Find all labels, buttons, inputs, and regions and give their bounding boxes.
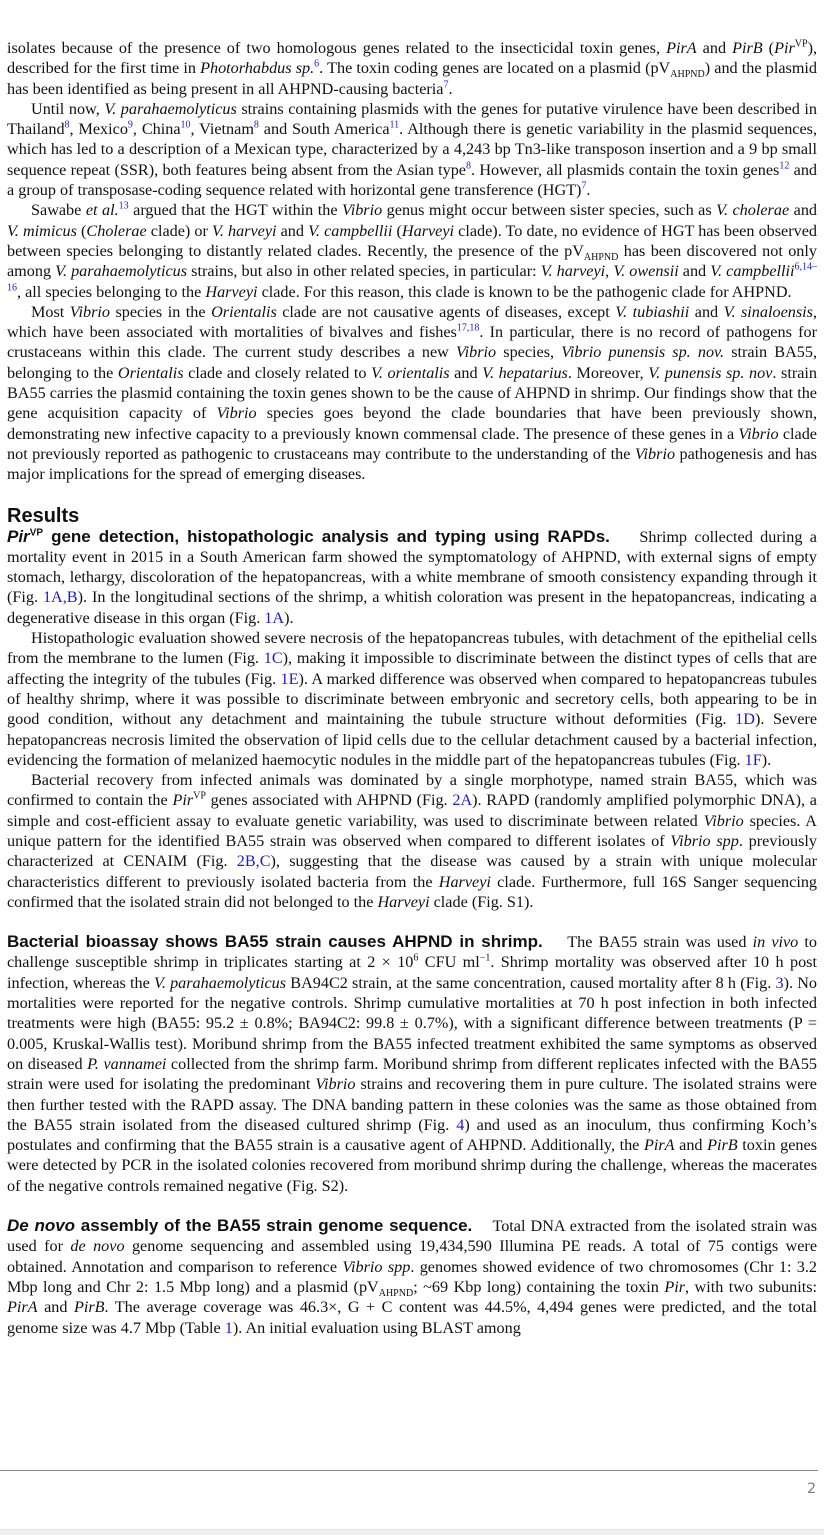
citation-link[interactable]: 7 <box>443 79 449 91</box>
viewer-bottom-edge <box>0 1529 824 1535</box>
paragraph-results-2: Histopathologic evaluation showed severe necrosis of the hepatopancreas tubules, with detachment of the epithelial cells from the membrane to the lumen (Fig. 1C), making it impossible to discriminate between the distinct types of cells that are affecting the integrity of the tubules (Fig. 1E). A marked difference was observed when compared to hepatopancreas tubules of healthy shrimp, where it was possible to discriminate between embryonic and secretory cells, both appearing to be in good condition, without any detachment and maintaining the tubule structure without deformities (Fig. 1D). Severe hepatopancreas necrosis limited the observation of lipid cells due to the cellular detachment caused by a bacterial infection, evidencing the formation of melanized haemocytic nodules in the middle part of the hepatopancreas tubules (Fig. 1F). <box>7 629 817 769</box>
figure-link[interactable]: 1E <box>280 669 299 688</box>
citation-link[interactable]: 11 <box>389 119 400 131</box>
subsection-heading-de-novo-assembly: De novo assembly of the BA55 strain genome sequence. <box>7 1216 473 1236</box>
citation-link[interactable]: 17,18 <box>456 322 480 334</box>
citation-link[interactable]: 12 <box>779 160 790 172</box>
footer-divider <box>0 1470 818 1471</box>
paragraph-intro-3: Sawabe et al.$^{13}$ argued that the HGT within the Vibrio genus might occur between sister species, such as V. cholerae and V. mimicus (Cholerae clade) or V. harveyi and V. campbellii (Harveyi clade). To date, no evidence of HGT has been observed between species belonging to distantly related clades. Recently, the presence of the $pV_{AHPND}$ has been discovered not only among V. parahaemolyticus strains, but also in other related species, in particular: V. harveyi, V. owensii and V. campbellii$^{6,14-16}$, all species belonging to the Harveyi clade. For this reason, this clade is known to be the pathogenic clade for AHPND. <box>7 200 818 301</box>
paragraph-intro-1: isolates because of the presence of two homologous genes related to the insecticidal toxin genes, PirA and PirB (Pir$^{VP}$), described for the first time in Photorhabdus sp.$^6$. The toxin coding genes are located on a plasmid $(pV_{AHPND})$ and the plasmid has been identified as being present in all AHPND-causing bacteria$^7$. <box>7 38 817 98</box>
figure-link[interactable]: 1F <box>744 750 762 769</box>
figure-link[interactable]: 2A <box>452 791 473 810</box>
paragraph-results-1: Pir$^{VP}$ gene detection, histopathologic analysis and typing using RAPDs. Shrimp collected during a mortality event in 2015 in a South American farm showed the symptomatology of AHPND, with external signs of empty stomach, lethargy, discoloration of the hepatopancreas, with a white membrane of smooth consistency expanding through it (Fig. 1A,B). In the longitudinal sections of the shrimp, a whitish coloration was present in the hepatopancreas, indicating a degenerative disease in this organ (Fig. 1A). <box>7 526 817 627</box>
citation-link[interactable]: 13 <box>118 200 129 212</box>
paragraph-intro-2: Until now, V. parahaemolyticus strains containing plasmids with the genes for putative virulence have been described in Thailand$^8$, Mexico$^9$, China$^{10}$, Vietnam$^8$ and South America$^{11}$. Although there is genetic variability in the plasmid sequences, which has led to a description of a Mexican type, characterized by a 4,243 bp Tn3-like transposon insertion and a 9 bp small sequence repeat (SSR), both features being absent from the Asian type$^8$. However, all plasmids contain the toxin genes$^{12}$ and a group of transposase-coding sequence related with horizontal gene transference (HGT)$^7$. <box>7 99 818 200</box>
citation-link[interactable]: 6,14–16 <box>7 261 817 294</box>
gene-name: PirA <box>666 39 697 57</box>
figure-link[interactable]: 1A <box>264 608 285 627</box>
figure-link[interactable]: 4 <box>456 1115 465 1134</box>
figure-link[interactable]: 2B,C <box>236 852 271 871</box>
page-number: 2 <box>807 1481 816 1497</box>
figure-link[interactable]: 1A,B <box>42 588 78 607</box>
citation-link[interactable]: 10 <box>180 119 191 131</box>
spacer <box>7 1196 817 1216</box>
paragraph-intro-4: Most Vibrio species in the Orientalis clade are not causative agents of diseases, except V. tubiashii and V. sinaloensis, which have been associated with mortalities of bivalves and fishes$^{17,18}$. In particular, there is no record of pathogens for crustaceans within this clade. The current study describes a new Vibrio species, Vibrio punensis sp. nov. strain BA55, belonging to the Orientalis clade and closely related to V. orientalis and V. hepatarius. Moreover, V. punensis sp. nov. strain BA55 carries the plasmid containing the toxin genes shown to be the cause of AHPND in shrimp. Our findings show that the gene acquisition capacity of Vibrio species goes beyond the clade boundaries that have been previously shown, demonstrating new infective capacity to a previously known commensal clade. The presence of these genes in a Vibrio clade not previously reported as pathogenic to crustaceans may contribute to the understanding of the Vibrio pathogenesis and has major implications for the spread of emerging diseases. <box>7 302 817 484</box>
figure-link[interactable]: 1C <box>263 649 283 668</box>
paragraph-results-assembly: De novo assembly of the BA55 strain genome sequence. Total DNA extracted from the isolated strain was used for de novo genome sequencing and assembled using 19,434,590 Illumina PE reads. A total of 75 contigs were obtained. Annotation and comparison to reference Vibrio spp. genomes showed evidence of two chromosomes (Chr 1: 3.2 Mbp long and Chr 2: 1.5 Mbp long) and a plasmid ($pV_{AHPND}$; ~69 Kbp long) containing the toxin Pir, with two subunits: PirA and PirB. The average coverage was 46.3×, G + C content was 44.5%, 4,494 genes were predicted, and the total genome size was 4.7 Mbp (Table 1). An initial evaluation using BLAST among <box>7 1216 818 1337</box>
citation-link[interactable]: 6 <box>314 58 320 70</box>
citation-link[interactable]: 7 <box>581 180 587 192</box>
subsection-heading-pir-detection: Pir$^{VP}$ gene detection, histopathologic analysis and typing using RAPDs. <box>7 526 610 546</box>
citation-link[interactable]: 8 <box>64 119 70 131</box>
citation-link[interactable]: 9 <box>127 119 133 131</box>
section-heading-results: Results <box>7 504 80 527</box>
gene-name: PirB <box>732 39 763 57</box>
figure-link[interactable]: 1D <box>735 710 755 729</box>
paragraph-results-3: Bacterial recovery from infected animals was dominated by a single morphotype, named strain BA55, which was confirmed to contain the Pir$^{VP}$ genes associated with AHPND (Fig. 2A). RAPD (randomly amplified polymorphic DNA), a simple and cost-efficient assay to evaluate genetic variability, was used to discriminate between related Vibrio species. A unique pattern for the identified BA55 strain was observed when compared to different isolates of Vibrio spp. previously characterized at CENAIM (Fig. 2B,C), suggesting that the disease was caused by a strain with unique molecular characteristics different to previously isolated bacteria from the Harveyi clade. Furthermore, full 16S Sanger sequencing confirmed that the isolated strain did not belonged to the Harveyi clade (Fig. S1). <box>7 771 818 911</box>
article-body <box>7 38 817 1338</box>
citation-link[interactable]: 8 <box>466 160 471 172</box>
spacer <box>7 912 817 932</box>
table-link[interactable]: 1 <box>224 1318 233 1337</box>
figure-link[interactable]: 3 <box>775 973 784 992</box>
subsection-heading-bioassay: Bacterial bioassay shows BA55 strain causes AHPND in shrimp. <box>7 932 543 952</box>
paragraph-results-bioassay: Bacterial bioassay shows BA55 strain causes AHPND in shrimp. The BA55 strain was used in vivo to challenge susceptible shrimp in triplicates starting at $2 \times 10^6$ CFU $ml^{-1}$. Shrimp mortality was observed after 10 h post infection, whereas the V. parahaemolyticus BA94C2 strain, at the same concentration, caused mortality after 8 h (Fig. 3). No mortalities were reported for the negative controls. Shrimp cumulative mortalities at 70 h post infection in both infected treatments were high (BA55: 95.2 ± 0.8%; BA94C2: 99.8 ± 0.7%), with a significant difference between treatments (P = 0.005, Kruskal-Wallis test). Moribund shrimp from the BA55 infected treatment exhibited the same symptoms as observed on diseased P. vannamei collected from the shrimp farm. Moribund shrimp from different replicates infected with the BA55 strain were used for isolating the predominant Vibrio strains and recovering them in pure culture. The isolated strains were then further tested with the RAPD assay. The DNA banding pattern in these colonies was the same as those obtained from the BA55 strain isolated from the diseased cultured shrimp (Fig. 4) and used as an inoculum, thus confirming Koch’s postulates and confirming that the BA55 strain is a causative agent of AHPND. Additionally, the PirA and PirB toxin genes were detected by PCR in the isolated colonies recovered from moribund shrimp during the challenge, whereas the macerates of the negative controls remained negative (Fig. S2). <box>7 932 818 1195</box>
citation-link[interactable]: 8 <box>253 119 259 131</box>
